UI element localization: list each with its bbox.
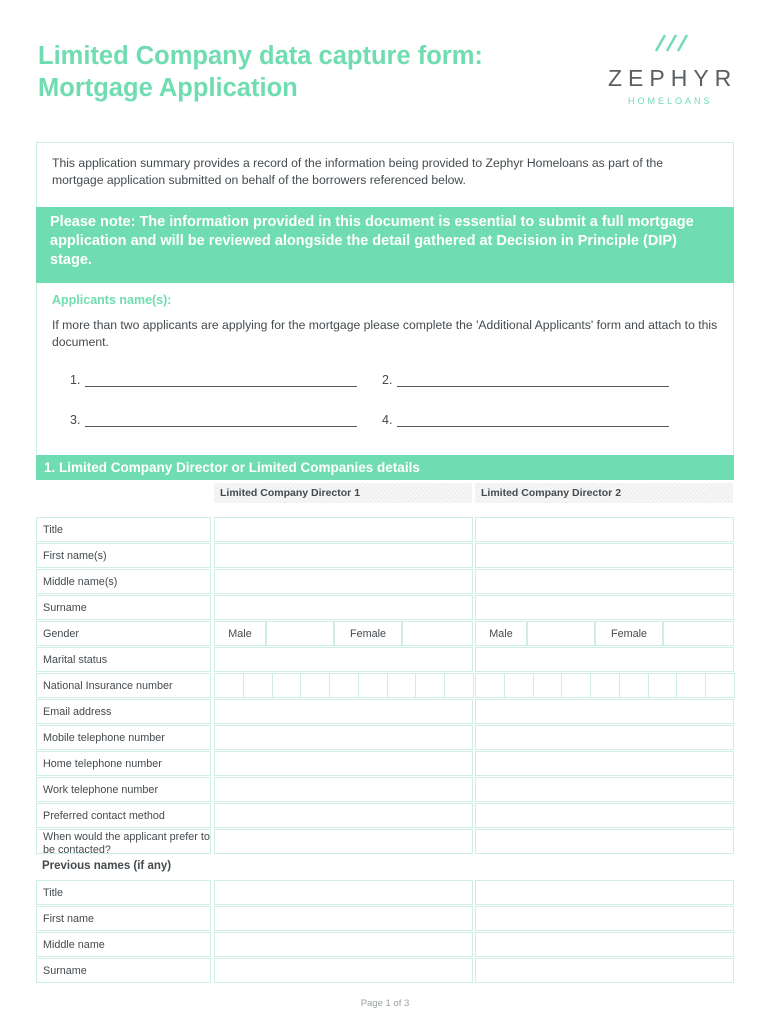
zephyr-logo: [600, 30, 740, 110]
row-label: Title: [36, 517, 211, 542]
director-2-ni-char-box[interactable]: [648, 673, 678, 698]
director-1-ni-char-box[interactable]: [415, 673, 445, 698]
director-1-field[interactable]: [214, 595, 473, 620]
applicant-line-4[interactable]: [382, 413, 392, 427]
previous-names-heading: Previous names (if any): [42, 860, 172, 872]
director-2-field[interactable]: [475, 517, 734, 542]
director-2-gender-male-label: Male: [475, 621, 527, 646]
intro-text: This application summary provides a record of the information being provided to Zephyr Homeloans as part of the mortgage application submitted on behalf of the borrowers referenced below.: [52, 156, 664, 187]
director-2-gender-checkbox[interactable]: [663, 621, 734, 646]
applicant-line-1[interactable]: [70, 373, 80, 387]
director-1-previous-field[interactable]: [214, 906, 473, 931]
director-1-field[interactable]: [214, 829, 473, 854]
director-2-ni-char-box[interactable]: [533, 673, 563, 698]
row-label: Mobile telephone number: [36, 725, 211, 750]
director-2-field[interactable]: [475, 569, 734, 594]
director-2-field[interactable]: [475, 595, 734, 620]
applicant-number: 3.: [70, 413, 81, 427]
director-2-field[interactable]: [475, 647, 734, 672]
director-1-field[interactable]: [214, 517, 473, 542]
applicant-line-2[interactable]: [382, 373, 392, 387]
previous-name-label: Surname: [36, 958, 211, 983]
row-label: When would the applicant prefer to be contacted?: [36, 829, 211, 854]
director-1-gender-male-label: Male: [214, 621, 266, 646]
director-2-gender-checkbox[interactable]: [527, 621, 595, 646]
row-label: Email address: [36, 699, 211, 724]
director-2-field[interactable]: [475, 829, 734, 854]
director-1-ni-char-box[interactable]: [329, 673, 359, 698]
applicant-line-3[interactable]: [70, 413, 80, 427]
previous-name-label: Middle name: [36, 932, 211, 957]
director-1-field[interactable]: [214, 751, 473, 776]
director-2-header: Limited Company Director 2: [475, 483, 733, 503]
row-label: Gender: [36, 621, 211, 646]
director-1-previous-field[interactable]: [214, 958, 473, 983]
applicants-heading: Applicants name(s):: [52, 293, 172, 307]
director-2-previous-field[interactable]: [475, 880, 734, 905]
row-label: Surname: [36, 595, 211, 620]
section-1-header: 1. Limited Company Director or Limited Companies details: [36, 455, 734, 480]
applicant-number: 4.: [382, 413, 393, 427]
director-1-field[interactable]: [214, 777, 473, 802]
director-2-field[interactable]: [475, 777, 734, 802]
director-1-header: Limited Company Director 1: [214, 483, 472, 503]
director-2-field[interactable]: [475, 699, 734, 724]
row-label: Work telephone number: [36, 777, 211, 802]
logo-wordmark: ZEPHYR: [608, 65, 738, 91]
director-1-gender-female-label: Female: [334, 621, 402, 646]
director-1-previous-field[interactable]: [214, 880, 473, 905]
director-2-ni-char-box[interactable]: [619, 673, 649, 698]
director-2-field[interactable]: [475, 725, 734, 750]
title-line-2: Mortgage Application: [38, 74, 298, 102]
director-1-ni-char-box[interactable]: [358, 673, 388, 698]
previous-name-label: First name: [36, 906, 211, 931]
director-2-gender-female-label: Female: [595, 621, 663, 646]
director-2-ni-char-box[interactable]: [504, 673, 534, 698]
director-1-field[interactable]: [214, 803, 473, 828]
director-2-previous-field[interactable]: [475, 906, 734, 931]
director-1-gender-checkbox[interactable]: [402, 621, 473, 646]
director-1-ni-char-box[interactable]: [444, 673, 474, 698]
director-2-ni-char-box[interactable]: [475, 673, 505, 698]
director-1-ni-char-box[interactable]: [300, 673, 330, 698]
director-2-ni-char-box[interactable]: [676, 673, 706, 698]
form-title: [38, 40, 558, 104]
director-2-field[interactable]: [475, 803, 734, 828]
row-label: Marital status: [36, 647, 211, 672]
row-label: Preferred contact method: [36, 803, 211, 828]
note-banner: Please note: The information provided in this document is essential to submit a full mortgage application and will be reviewed alongside the detail gathered at Decision in Principle (DIP) stage.: [36, 207, 734, 283]
director-1-ni-char-box[interactable]: [387, 673, 417, 698]
director-2-ni-char-box[interactable]: [590, 673, 620, 698]
director-2-ni-char-box[interactable]: [561, 673, 591, 698]
logo-slashes-icon: [653, 34, 693, 52]
logo-subtitle: HOMELOANS: [628, 96, 713, 106]
director-1-ni-char-box[interactable]: [214, 673, 244, 698]
row-label: National Insurance number: [36, 673, 211, 698]
director-1-field[interactable]: [214, 725, 473, 750]
director-2-field[interactable]: [475, 543, 734, 568]
title-line-1: Limited Company data capture form:: [38, 42, 483, 70]
applicants-instructions: If more than two applicants are applying for the mortgage please complete the 'Additional Applicants' form and attach to this document.: [52, 318, 718, 349]
applicant-number: 2.: [382, 373, 393, 387]
director-1-field[interactable]: [214, 543, 473, 568]
director-1-field[interactable]: [214, 647, 473, 672]
applicant-number: 1.: [70, 373, 81, 387]
director-1-ni-char-box[interactable]: [243, 673, 273, 698]
previous-name-label: Title: [36, 880, 211, 905]
director-2-previous-field[interactable]: [475, 958, 734, 983]
director-1-ni-char-box[interactable]: [272, 673, 302, 698]
intro-box: [36, 142, 734, 454]
director-1-field[interactable]: [214, 699, 473, 724]
director-1-gender-checkbox[interactable]: [266, 621, 334, 646]
row-label: Home telephone number: [36, 751, 211, 776]
director-2-field[interactable]: [475, 751, 734, 776]
director-1-field[interactable]: [214, 569, 473, 594]
director-2-ni-char-box[interactable]: [705, 673, 735, 698]
director-2-previous-field[interactable]: [475, 932, 734, 957]
page-number: Page 1 of 3: [360, 998, 410, 1009]
row-label: Middle name(s): [36, 569, 211, 594]
row-label: First name(s): [36, 543, 211, 568]
director-1-previous-field[interactable]: [214, 932, 473, 957]
